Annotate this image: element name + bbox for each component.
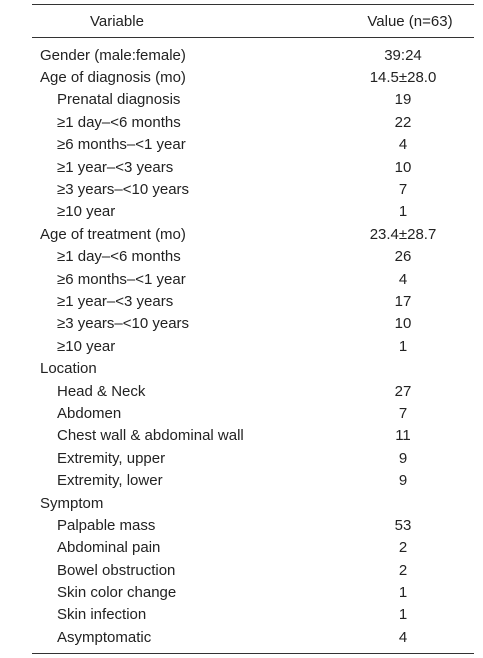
row-value: 1 xyxy=(398,584,408,602)
row-value: 17 xyxy=(394,292,412,310)
table-header xyxy=(32,5,474,38)
row-value: 1 xyxy=(398,337,408,355)
row-value: 27 xyxy=(394,382,412,400)
row-label: ≥3 years–<10 years xyxy=(57,181,190,199)
table-row xyxy=(32,604,474,626)
table-row xyxy=(32,201,474,223)
row-label: Skin infection xyxy=(57,606,147,624)
row-label: Age of treatment (mo) xyxy=(40,225,186,243)
row-label: Asymptomatic xyxy=(57,628,152,646)
table-row xyxy=(32,268,474,290)
row-label: ≥1 year–<3 years xyxy=(57,292,174,310)
row-label: ≥1 day–<6 months xyxy=(57,113,181,131)
table-row xyxy=(32,626,474,648)
row-label: ≥6 months–<1 year xyxy=(57,136,186,154)
table-row xyxy=(32,581,474,603)
table-row xyxy=(32,246,474,268)
row-value: 9 xyxy=(398,472,408,490)
row-label: Extremity, upper xyxy=(57,449,166,467)
row-label: ≥3 years–<10 years xyxy=(57,315,190,333)
table-row xyxy=(32,134,474,156)
table-row xyxy=(32,402,474,424)
row-label: Abdominal pain xyxy=(57,539,161,557)
row-value: 4 xyxy=(398,136,408,154)
row-value: 1 xyxy=(398,203,408,221)
row-label: ≥10 year xyxy=(57,337,116,355)
row-label: Symptom xyxy=(40,494,104,512)
table-row xyxy=(32,111,474,133)
row-label: Age of diagnosis (mo) xyxy=(40,69,186,87)
row-value: 39:24 xyxy=(384,46,422,64)
table-body xyxy=(32,38,474,653)
row-label: Bowel obstruction xyxy=(57,561,176,579)
header-variable: Variable xyxy=(90,12,144,30)
table-row xyxy=(32,447,474,469)
data-table xyxy=(32,4,474,654)
table-row xyxy=(32,559,474,581)
row-value: 7 xyxy=(398,404,408,422)
row-value: 2 xyxy=(398,539,408,557)
table-row xyxy=(32,44,474,66)
row-value: 7 xyxy=(398,181,408,199)
table-row xyxy=(32,469,474,491)
table-row xyxy=(32,380,474,402)
row-label: Skin color change xyxy=(57,584,177,602)
row-label: ≥1 year–<3 years xyxy=(57,158,174,176)
row-label: Extremity, lower xyxy=(57,472,163,490)
table-row xyxy=(32,156,474,178)
table-row xyxy=(32,313,474,335)
row-value: 14.5±28.0 xyxy=(369,69,437,87)
row-value: 26 xyxy=(394,248,412,266)
table-row xyxy=(32,66,474,88)
row-label: Abdomen xyxy=(57,404,122,422)
table-row xyxy=(32,223,474,245)
row-label: Gender (male:female) xyxy=(40,46,186,64)
row-label: ≥6 months–<1 year xyxy=(57,270,186,288)
table-row xyxy=(32,335,474,357)
row-label: Head & Neck xyxy=(57,382,146,400)
row-value: 53 xyxy=(394,516,412,534)
row-value: 11 xyxy=(395,427,411,445)
row-label: Prenatal diagnosis xyxy=(57,91,181,109)
table-row xyxy=(32,357,474,379)
row-value: 23.4±28.7 xyxy=(369,225,437,243)
header-value: Value (n=63) xyxy=(367,12,453,30)
table-row xyxy=(32,290,474,312)
row-value: 1 xyxy=(398,606,408,624)
table-row xyxy=(32,89,474,111)
row-label: Location xyxy=(40,360,97,378)
row-value: 10 xyxy=(394,315,412,333)
row-value: 22 xyxy=(394,113,412,131)
row-value: 10 xyxy=(394,158,412,176)
row-label: ≥10 year xyxy=(57,203,116,221)
table-row xyxy=(32,178,474,200)
row-label: Palpable mass xyxy=(57,516,156,534)
row-value: 19 xyxy=(394,91,412,109)
table-row xyxy=(32,492,474,514)
table-row xyxy=(32,425,474,447)
row-value: 2 xyxy=(398,561,408,579)
row-value: 4 xyxy=(398,628,408,646)
table-row xyxy=(32,537,474,559)
row-value: 4 xyxy=(398,270,408,288)
table-row xyxy=(32,514,474,536)
row-value: 9 xyxy=(398,449,408,467)
row-label: Chest wall & abdominal wall xyxy=(57,427,244,445)
row-label: ≥1 day–<6 months xyxy=(57,248,181,266)
